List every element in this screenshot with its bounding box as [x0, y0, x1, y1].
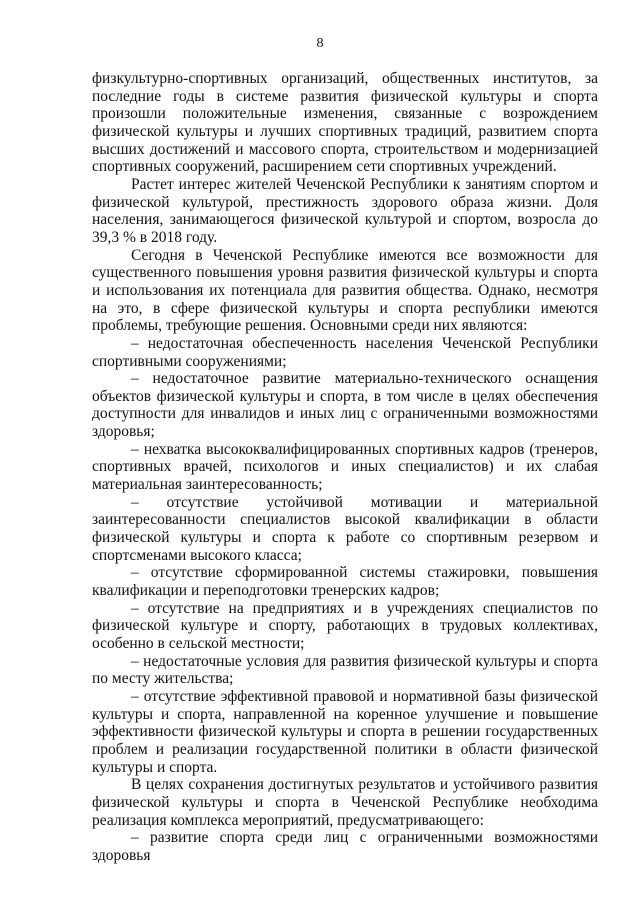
paragraph-intro-continuation: физкультурно-спортивных организаций, общественных институтов, за последние годы в системе развития физической культуры и спорта произошли положительные изменения, связанные с возрождением физической культуры и лучших спортивных традиций, развитием спорта высших достижений и массового спорта, строительством и модернизацией спортивных сооружений, расширением сети спортивных учреждений.	[92, 70, 598, 176]
paragraph-problems-intro: Сегодня в Чеченской Республике имеются все возможности для существенного повышения уровня развития физической культуры и спорта и использования их потенциала для развития общества. Однако, несмотря на это, в сфере физической культуры и спорта республики имеются проблемы, требующие решения. Основными среди них являются:	[92, 246, 598, 335]
page-number: 8	[316, 36, 324, 51]
list-item-training-system: – отсутствие сформированной системы стажировки, повышения квалификации и переподготовки тренерских кадров;	[92, 564, 598, 600]
paragraph-interest-growth: Растет интерес жителей Чеченской Республики к занятиям спортом и физической культурой, престижность здорового образа жизни. Доля населения, занимающегося физической культурой и спортом, возросла до 39,3 % в 2018 году.	[92, 175, 598, 246]
body-text	[92, 70, 598, 865]
list-item-disabled-sport: – развитие спорта среди лиц с ограниченными возможностями здоровья	[92, 829, 598, 864]
list-item-residential-conditions: – недостаточные условия для развития физической культуры и спорта по месту жительства;	[92, 652, 598, 688]
list-item-equipment: – недостаточное развитие материально-технического оснащения объектов физической культуры и спорта, в том числе в целях обеспечения доступности для инвалидов и иных лиц с ограниченными возможностями здоровья;	[92, 370, 598, 441]
paragraph-measures-intro: В целях сохранения достигнутых результатов и устойчивого развития физической культуры и спорта в Чеченской Республике необходима реализация комплекса мероприятий, предусматривающего:	[92, 776, 598, 829]
list-item-motivation: – отсутствие устойчивой мотивации и материальной заинтересованности специалистов высокой квалификации в области физической культуры и спорта к работе со спортивным резервом и спортсменами высокого класса;	[92, 493, 598, 564]
list-item-staff-shortage: – нехватка высококвалифицированных спортивных кадров (тренеров, спортивных врачей, психологов и иных специалистов) и их слабая материальная заинтересованность;	[92, 440, 598, 494]
list-item-workplace-specialists: – отсутствие на предприятиях и в учреждениях специалистов по физической культуре и спорту, работающих в трудовых коллективах, особенно в сельской местности;	[92, 599, 598, 652]
list-item-facilities: – недостаточная обеспеченность населения Чеченской Республики спортивными сооружениями;	[92, 334, 598, 370]
list-item-legal-base: – отсутствие эффективной правовой и нормативной базы физической культуры и спорта, направленной на коренное улучшение и повышение эффективности физической культуры и спорта в решении государственных проблем и реализации государственной политики в области физической культуры и спорта.	[92, 687, 598, 776]
